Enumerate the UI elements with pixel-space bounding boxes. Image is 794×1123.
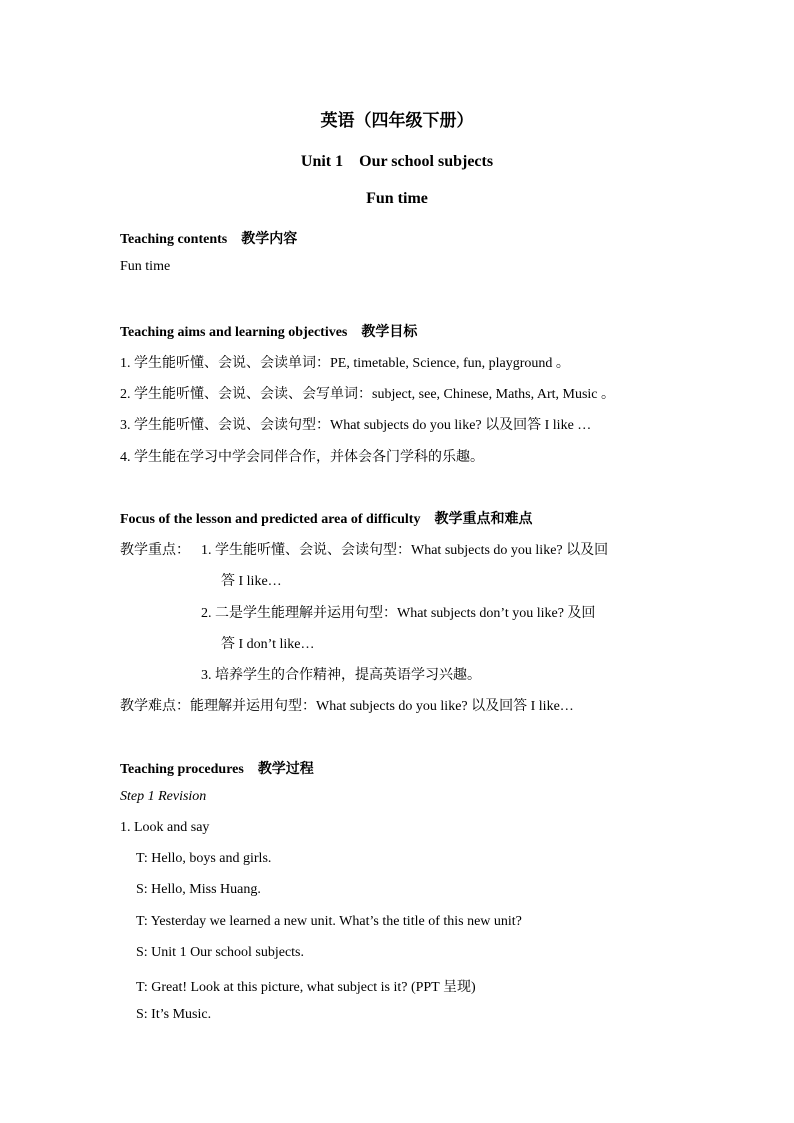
sub-heading: 1. Look and say: [120, 820, 210, 835]
focus-heading-en: Focus of the lesson and predicted area of difficulty: [120, 512, 421, 527]
key-point-line: 3. 培养学生的合作精神，提高英语学习兴趣。: [201, 668, 481, 683]
unit-title: Unit 1 Our school subjects: [300, 153, 494, 170]
aim-item: 2. 学生能听懂、会说、会读、会写单词：subject, see, Chinese, Maths, Art, Music 。: [120, 387, 616, 402]
contents-text: Fun time: [120, 259, 171, 274]
aim-item: 3. 学生能听懂、会说、会读句型：What subjects do you like? 以及回答 I like …: [120, 418, 592, 433]
procedures-heading: [120, 758, 314, 778]
key-point-line: 答 I like…: [221, 574, 282, 589]
dialogue-line: S: Unit 1 Our school subjects.: [136, 945, 304, 960]
focus-heading-zh: 教学重点和难点: [434, 512, 533, 527]
key-points-label: 教学重点：: [120, 543, 190, 558]
procedures-heading-zh: 教学过程: [257, 762, 314, 777]
dialogue-line: S: Hello, Miss Huang.: [136, 882, 261, 897]
procedures-heading-en: Teaching procedures: [120, 762, 244, 777]
lesson-title: Fun time: [366, 190, 428, 207]
contents-heading: [120, 228, 297, 248]
aims-heading: [120, 321, 417, 341]
dialogue-line: T: Hello, boys and girls.: [136, 851, 272, 866]
key-point-line: 答 I don’t like…: [221, 637, 315, 652]
aims-heading-zh: 教学目标: [361, 325, 418, 340]
aims-heading-en: Teaching aims and learning objectives: [120, 325, 348, 340]
focus-heading: [120, 508, 532, 528]
contents-heading-en: Teaching contents: [120, 232, 228, 247]
aim-item: 1. 学生能听懂、会说、会读单词：PE, timetable, Science, fun, playground 。: [120, 356, 570, 371]
document-title: 英语（四年级下册）: [320, 111, 474, 130]
step-heading: Step 1 Revision: [120, 789, 207, 804]
key-point-line: 1. 学生能听懂、会说、会读句型：What subjects do you like? 以及回: [201, 543, 609, 558]
key-point-line: 2. 二是学生能理解并运用句型：What subjects don’t you like? 及回: [201, 606, 596, 621]
dialogue-line: S: It’s Music.: [136, 1007, 212, 1022]
dialogue-line: T: Yesterday we learned a new unit. What’s the title of this new unit?: [136, 914, 522, 929]
contents-heading-zh: 教学内容: [241, 232, 298, 247]
difficulty-line: 教学难点：能理解并运用句型：What subjects do you like? 以及回答 I like…: [120, 699, 574, 714]
dialogue-line: T: Great! Look at this picture, what subject is it? (PPT 呈现): [136, 980, 476, 995]
aim-item: 4. 学生能在学习中学会同伴合作，并体会各门学科的乐趣。: [120, 450, 484, 465]
